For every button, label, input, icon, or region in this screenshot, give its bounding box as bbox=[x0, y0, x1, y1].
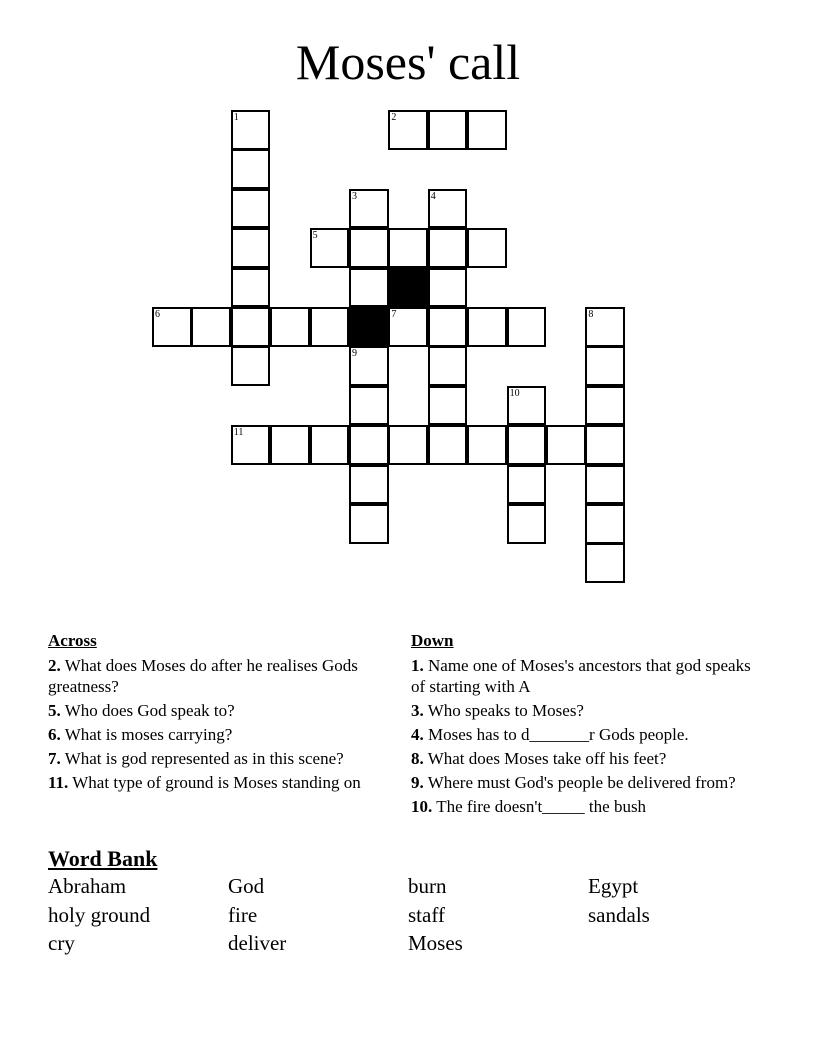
clue-text: Who does God speak to? bbox=[64, 701, 235, 720]
word-bank-title: Word Bank bbox=[48, 846, 158, 871]
clue-text: What is moses carrying? bbox=[64, 725, 233, 744]
grid-cell[interactable] bbox=[231, 346, 271, 386]
clue-text: What type of ground is Moses standing on bbox=[72, 773, 361, 792]
grid-cell[interactable] bbox=[310, 425, 350, 465]
clue-text: What does Moses do after he realises Gods greatness? bbox=[48, 656, 358, 696]
black-square bbox=[388, 268, 428, 308]
clue-number: 1. bbox=[411, 656, 424, 675]
cell-number: 3 bbox=[352, 190, 357, 202]
grid-cell[interactable] bbox=[231, 425, 271, 465]
grid-cell[interactable] bbox=[467, 425, 507, 465]
grid-cell[interactable] bbox=[428, 386, 468, 426]
grid-cell[interactable] bbox=[388, 307, 428, 347]
word-bank-item: cry bbox=[48, 931, 75, 955]
clue-across-7 bbox=[48, 748, 388, 769]
grid-cell[interactable] bbox=[546, 425, 586, 465]
grid-cell[interactable] bbox=[467, 110, 507, 150]
down-clues bbox=[411, 630, 761, 820]
grid-cell[interactable] bbox=[270, 307, 310, 347]
grid-cell[interactable] bbox=[428, 346, 468, 386]
grid-cell[interactable] bbox=[585, 307, 625, 347]
word-bank-item: Moses bbox=[408, 931, 463, 955]
grid-cell[interactable] bbox=[191, 307, 231, 347]
clue-number: 9. bbox=[411, 773, 424, 792]
cell-number: 2 bbox=[391, 112, 397, 123]
grid-cell[interactable] bbox=[507, 504, 547, 544]
grid-cell[interactable] bbox=[388, 425, 428, 465]
grid-cell[interactable] bbox=[310, 307, 350, 347]
clue-number: 3. bbox=[411, 701, 424, 720]
clue-text: Who speaks to Moses? bbox=[427, 701, 584, 720]
grid-cell[interactable] bbox=[231, 149, 271, 189]
clue-number: 2. bbox=[48, 656, 61, 675]
clue-number: 7. bbox=[48, 749, 61, 768]
cell-number: 11 bbox=[233, 427, 244, 439]
grid-cell[interactable] bbox=[585, 346, 625, 386]
grid-cell[interactable] bbox=[388, 228, 428, 268]
cell-number: 5 bbox=[312, 230, 318, 242]
clue-down-9 bbox=[411, 772, 761, 793]
clue-number: 6. bbox=[48, 725, 61, 744]
clue-across-6 bbox=[48, 724, 388, 745]
cell-number: 1 bbox=[233, 112, 239, 123]
clue-number: 5. bbox=[48, 701, 61, 720]
clue-text: Name one of Moses's ancestors that god speaks of starting with A bbox=[411, 656, 751, 696]
word-bank-item: God bbox=[228, 874, 265, 898]
clue-text: Moses has to d_______r Gods people. bbox=[428, 725, 689, 744]
across-heading: Across bbox=[48, 631, 97, 650]
clue-across-5 bbox=[48, 700, 388, 721]
grid-cell[interactable] bbox=[349, 425, 389, 465]
clue-number: 11. bbox=[48, 773, 69, 792]
grid-cell[interactable] bbox=[428, 268, 468, 308]
puzzle-title: Moses' call bbox=[295, 34, 521, 90]
grid-cell[interactable] bbox=[428, 425, 468, 465]
grid-cell[interactable] bbox=[310, 228, 350, 268]
clue-text: What does Moses take off his feet? bbox=[427, 749, 667, 768]
word-bank-item: Abraham bbox=[48, 874, 127, 898]
clue-text: The fire doesn't_____ the bush bbox=[436, 797, 647, 816]
cell-number: 7 bbox=[391, 309, 397, 320]
grid-cell[interactable] bbox=[585, 425, 625, 465]
grid-cell[interactable] bbox=[349, 228, 389, 268]
grid-cell[interactable] bbox=[428, 189, 468, 229]
grid-cell[interactable] bbox=[507, 307, 547, 347]
clue-down-1 bbox=[411, 655, 761, 697]
grid-cell[interactable] bbox=[507, 386, 547, 426]
grid-cell[interactable] bbox=[428, 307, 468, 347]
word-bank bbox=[48, 874, 788, 960]
word-bank-item: deliver bbox=[228, 931, 287, 955]
grid-cell[interactable] bbox=[231, 110, 271, 150]
word-bank-item: burn bbox=[408, 874, 447, 898]
clue-across-2 bbox=[48, 655, 388, 697]
word-bank-item: Egypt bbox=[588, 874, 639, 898]
clue-across-11 bbox=[48, 772, 388, 793]
grid-cell[interactable] bbox=[585, 465, 625, 505]
grid-cell[interactable] bbox=[231, 307, 271, 347]
grid-cell[interactable] bbox=[467, 307, 507, 347]
cell-number: 9 bbox=[352, 348, 357, 360]
word-bank-item: fire bbox=[228, 902, 258, 927]
grid-cell[interactable] bbox=[349, 465, 389, 505]
grid-cell[interactable] bbox=[231, 268, 271, 308]
clue-down-8 bbox=[411, 748, 761, 769]
grid-cell[interactable] bbox=[507, 425, 547, 465]
grid-cell[interactable] bbox=[507, 465, 547, 505]
clue-number: 4. bbox=[411, 725, 424, 744]
grid-cell[interactable] bbox=[231, 189, 271, 229]
grid-cell[interactable] bbox=[388, 110, 428, 150]
clue-number: 8. bbox=[411, 749, 424, 768]
cell-number: 10 bbox=[509, 387, 520, 399]
cell-number: 4 bbox=[430, 190, 436, 202]
grid-cell[interactable] bbox=[585, 504, 625, 544]
cell-number: 6 bbox=[155, 309, 160, 320]
grid-cell[interactable] bbox=[428, 228, 468, 268]
grid-cell[interactable] bbox=[467, 228, 507, 268]
grid-cell[interactable] bbox=[349, 346, 389, 386]
clue-text: Where must God's people be delivered from? bbox=[427, 773, 736, 792]
cell-number: 8 bbox=[588, 309, 594, 320]
word-bank-item: staff bbox=[408, 902, 445, 927]
grid-cell[interactable] bbox=[349, 386, 389, 426]
grid-cell[interactable] bbox=[152, 307, 192, 347]
clue-down-10 bbox=[411, 796, 761, 817]
clue-down-4 bbox=[411, 724, 761, 745]
grid-cell[interactable] bbox=[231, 228, 271, 268]
black-square bbox=[349, 307, 389, 347]
grid-cell[interactable] bbox=[585, 543, 625, 583]
word-bank-item: sandals bbox=[588, 902, 650, 927]
grid-cell[interactable] bbox=[349, 189, 389, 229]
grid-cell[interactable] bbox=[585, 386, 625, 426]
down-heading: Down bbox=[411, 631, 454, 650]
across-clues bbox=[48, 630, 388, 796]
grid-cell[interactable] bbox=[270, 425, 310, 465]
clue-down-3 bbox=[411, 700, 761, 721]
grid-cell[interactable] bbox=[428, 110, 468, 150]
grid-cell[interactable] bbox=[349, 504, 389, 544]
word-bank-item: holy ground bbox=[48, 902, 151, 927]
clue-number: 10. bbox=[411, 797, 433, 816]
clue-text: What is god represented as in this scene? bbox=[64, 749, 344, 768]
grid-cell[interactable] bbox=[349, 268, 389, 308]
